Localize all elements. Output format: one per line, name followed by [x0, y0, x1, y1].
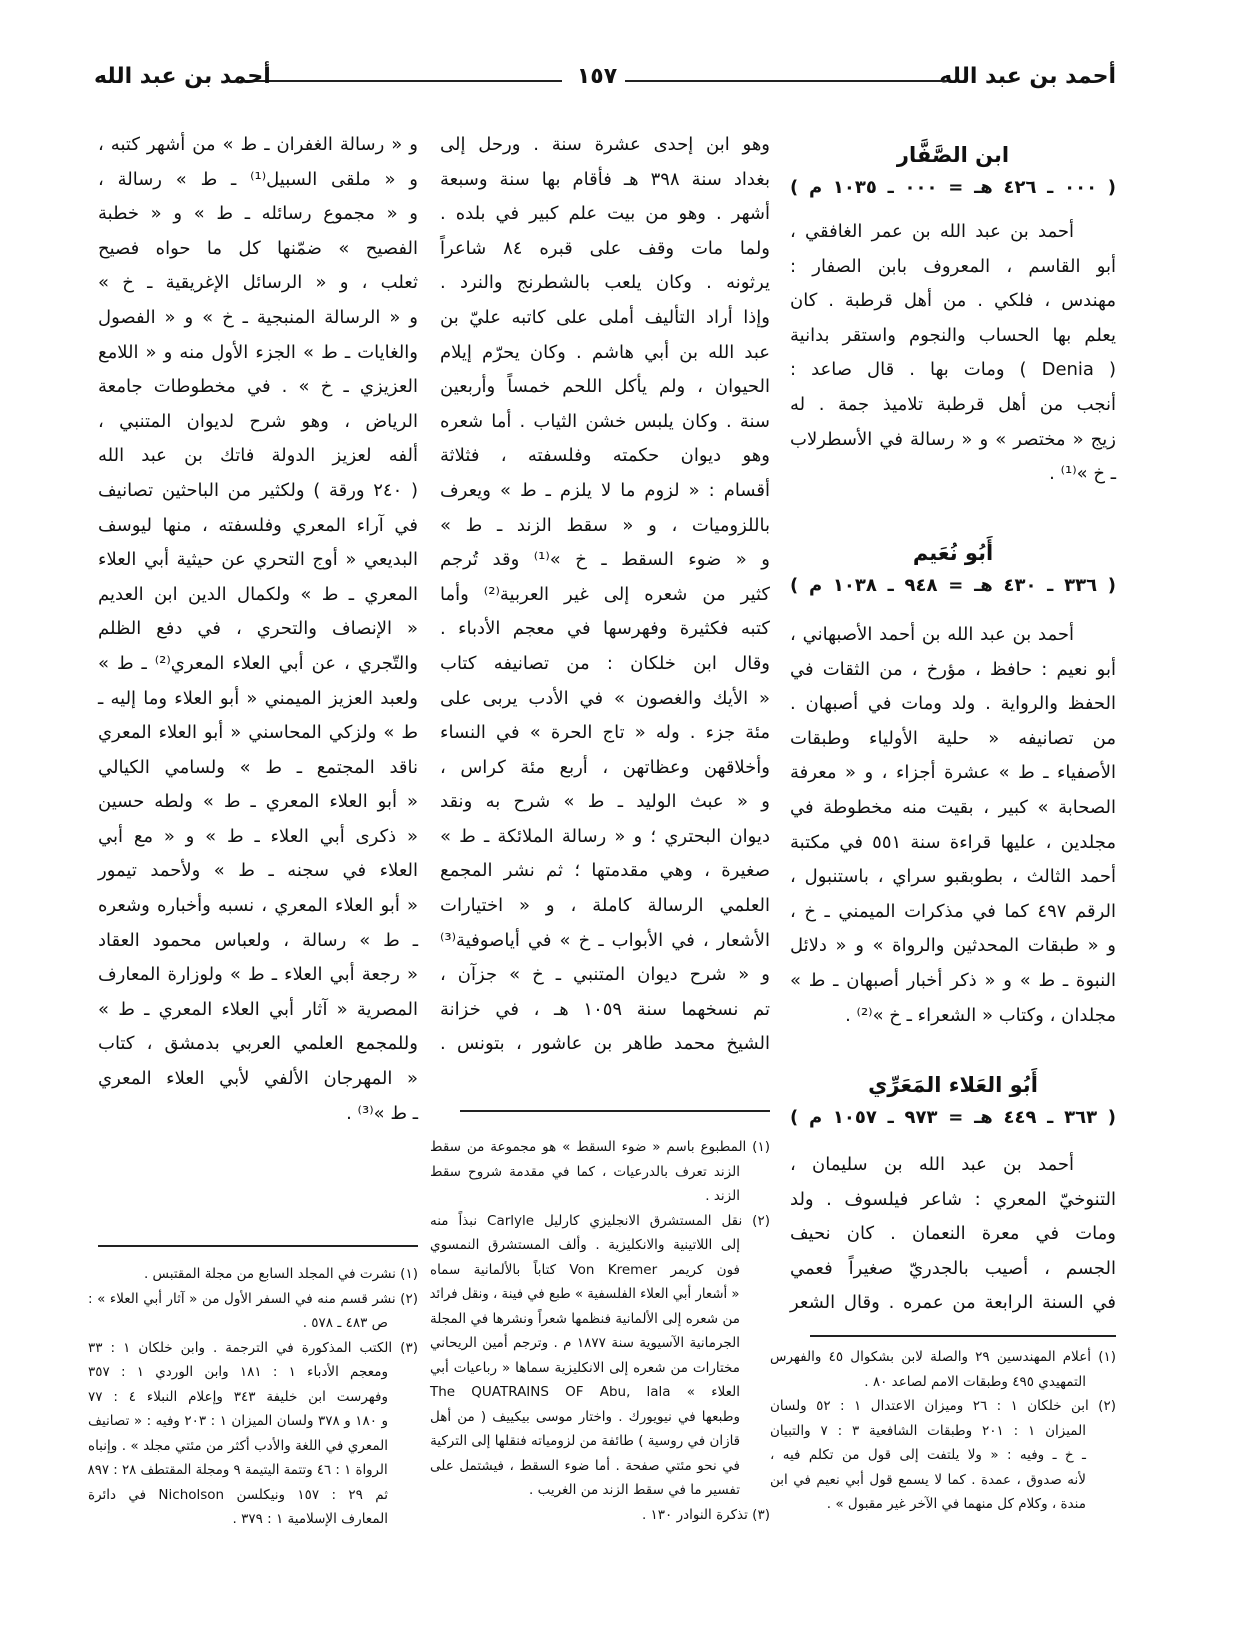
text-line: يرثونه . وكان يلعب بالشطرنج والنرد . [440, 272, 770, 294]
paragraph-line [440, 336, 770, 371]
footnote-line [430, 1307, 770, 1332]
footnote-line [770, 1419, 1116, 1444]
text-line: ألفه لعزيز الدولة فاتك بن عبد الله [98, 445, 418, 467]
footnote-line [430, 1258, 770, 1283]
footnotes [430, 1135, 770, 1527]
text-line: وأخلاقهن وعظاتهن ، أربع مئة كراس ، [440, 756, 770, 778]
paragraph-line [790, 895, 1116, 930]
paragraph-line [790, 1183, 1116, 1218]
paragraph-line [98, 647, 418, 682]
text-line: ط » ولزكي المحاسني « أبو العلاء المعري [98, 722, 418, 744]
text-line: ديوان البحتري ؛ و « رسالة الملائكة ـ ط » [440, 825, 770, 847]
text-line: زيج « مختصر » و « رسالة في الأسطرلاب [790, 428, 1116, 450]
footnote-text: المعري في اللغة والأدب أكثر من مئتي مجلد » . وإنباه [88, 1437, 388, 1454]
text-line: وهو ديوان حكمته وفلسفته ، فثلاثة [440, 445, 770, 467]
paragraph-line [790, 722, 1116, 757]
footnote-text: الميزان ١ : ٢٠١ وطبقات الشافعية ٣ : ٧ والتبيان [770, 1422, 1086, 1439]
entry-heading: أَبُو العَلاء المَعَرِّي [868, 1073, 1038, 1097]
text-line: أبو القاسم ، المعروف بابن الصفار : [790, 255, 1116, 277]
paragraph-line [440, 785, 770, 820]
text-line: العلاء في سجنه ـ ط » ولأحمد تيمور [98, 860, 418, 882]
footnote-text: الجرمانية الآسيوية سنة ١٨٧٧ م . وترجم أمين الريحاني [430, 1335, 740, 1351]
footnotes [770, 1345, 1116, 1517]
footnote-line [770, 1468, 1116, 1493]
paragraph-line [790, 457, 1116, 492]
footnote-text: العلاء » The QUATRAINS OF Abu, lala [430, 1384, 740, 1400]
footnote-line [430, 1331, 770, 1356]
footnote-text: لأنه صدوق ، عمدة . كما لا يسمع قول أبي نعيم في ابن [770, 1471, 1086, 1488]
footnote-line [88, 1409, 418, 1434]
paragraph-line [790, 250, 1116, 285]
footnote-line [430, 1282, 770, 1307]
footnote-text: ومعجم الأدباء ١ : ١٨١ وابن الوردي ١ : ٣٥٧ [88, 1364, 388, 1380]
text-line: كتبه فكثيرة وفهرسها في معجم الأدباء . [440, 618, 770, 640]
paragraph-line [98, 578, 418, 613]
text-line: عبد الله بن أبي هاشم . وكان يحرّم إيلام [440, 341, 770, 363]
paragraph [790, 1148, 1116, 1321]
text-line: « الأيك والغصون » في الأدب يربى على [440, 687, 770, 709]
paragraph [790, 618, 1116, 1033]
footnote-separator [98, 1245, 418, 1247]
footnote-line [88, 1262, 418, 1287]
footnote-text: المعارف الإسلامية ١ : ٣٧٩ . [232, 1511, 388, 1527]
paragraph-line [440, 370, 770, 405]
footnote-text: تفسير ما في سقط الزند من الغريب . [529, 1482, 740, 1498]
footnote-text: الزند . [705, 1188, 740, 1204]
text-line: في آراء المعري وفلسفته ، منها ليوسف [98, 514, 418, 536]
footnote-text: و ١٨٠ و ٣٧٨ ولسان الميزان ١ : ٢٠٣ وفيه : « تصانيف [88, 1413, 389, 1429]
column-right [770, 0, 1117, 1640]
footnote-line [430, 1478, 770, 1503]
running-title-right: أحمد بن عبد الله [939, 64, 1116, 89]
text-line: مئة جزء . وله « تاج الحرة » في النساء [440, 722, 770, 744]
footnote-line [430, 1454, 770, 1479]
text-line: و « رسالة الغفران ـ ط » من أشهر كتبه ، [98, 134, 418, 155]
column-left [88, 0, 418, 1640]
paragraph-line [440, 439, 770, 474]
paragraph-line [790, 1286, 1116, 1321]
paragraph-line [790, 929, 1116, 964]
paragraph-line [440, 612, 770, 647]
paragraph-line [98, 336, 418, 371]
paragraph-line [98, 751, 418, 786]
footnote-line [430, 1429, 770, 1454]
footnote-text: (٢) نقل المستشرق الانجليزي كارليل Carlyle نبذاً منه [430, 1212, 770, 1229]
text-line: الشيخ محمد طاهر بن عاشور ، بتونس . [440, 1033, 770, 1055]
paragraph-line [440, 820, 770, 855]
paragraph-line [790, 1252, 1116, 1287]
text-line: أحمد بن عبد الله بن سليمان ، [790, 1154, 1074, 1175]
text-line: و « شرح ديوان المتنبي ـ خ » جزآن ، [440, 964, 770, 986]
footnote-line [770, 1345, 1116, 1370]
paragraph-line [440, 716, 770, 751]
text-line: « رجعة أبي العلاء ـ ط » ولوزارة المعارف [98, 964, 418, 986]
footnote-text: (١) المطبوع باسم « ضوء السقط » هو مجموعة من سقط [430, 1139, 770, 1155]
footnote-text: الرواة ١ : ٤٦ وتتمة اليتيمة ٩ ومجلة المقتطف ٢٨ : ٨٩٧ [88, 1462, 388, 1478]
text-line: العزيزي ـ خ » . في مخطوطات جامعة [98, 376, 418, 398]
text-line: الصحابة » كبير ، بقيت منه مخطوطة في [790, 796, 1116, 818]
text-line: ثعلب ، و « الرسائل الإغريقية ـ خ » [98, 272, 418, 294]
text-line: وللمجمع العلمي العربي بدمشق ، كتاب [98, 1033, 418, 1055]
paragraph-line [440, 266, 770, 301]
footnote-line [88, 1458, 418, 1483]
running-title-left: أحمد بن عبد الله [94, 64, 271, 89]
footnote-text: ـ خ ـ وفيه : « ولا يلتفت إلى قول من تكلم فيه ، [770, 1447, 1086, 1463]
entry-heading: ابن الصَّفَّار [896, 143, 1010, 167]
paragraph-line [790, 1217, 1116, 1252]
footnote-line [430, 1356, 770, 1381]
paragraph-line [98, 1062, 418, 1097]
paragraph-line [790, 353, 1116, 388]
text-line: ( Denia ) ومات بها . قال صاعد : [790, 359, 1116, 381]
text-line: أبو نعيم : حافظ ، مؤرخ ، من الثقات في [790, 658, 1116, 680]
paragraph-line [440, 924, 770, 959]
footnote-line [88, 1507, 418, 1532]
text-line: بغداد سنة ٣٩٨ هـ فأقام بها سنة وسبعة [440, 168, 770, 190]
footnote-line [430, 1209, 770, 1234]
text-line: مجلدين ، عليها قراءة سنة ٥٥١ في مكتبة [790, 831, 1116, 853]
paragraph-line [790, 1148, 1116, 1183]
footnote-text: (٢) ابن خلكان ١ : ٢٦ وميزان الاعتدال ١ : ٥٢ ولسان [770, 1398, 1116, 1414]
paragraph-line [98, 1097, 418, 1132]
footnote-line [430, 1233, 770, 1258]
footnote-text: قازان في روسية ) طائفة من لزومياته فنقلها إلى التركية [430, 1433, 740, 1449]
text-line: و « ملقى السبيل⁽¹⁾ ـ ط » رسالة ، [98, 168, 418, 190]
text-line: المصرية « آثار أبي العلاء المعري ـ ط » [98, 998, 418, 1020]
text-line: « الإنصاف والتحري ، في دفع الظلم [98, 618, 418, 640]
footnote-text: « أشعار أبي العلاء الفلسفية » طبع في فينة ، ونقل فرائد [430, 1286, 740, 1302]
text-line: و « الرسالة المنبجية ـ خ » و « الفصول [98, 306, 418, 328]
paragraph-line [98, 924, 418, 959]
paragraph-line [440, 647, 770, 682]
paragraph-line [98, 197, 418, 232]
paragraph-line [790, 653, 1116, 688]
footnote-text: (١) أعلام المهندسين ٢٩ والصلة لابن بشكوال ٤٥ والفهرس [770, 1349, 1117, 1365]
paragraph-line [98, 370, 418, 405]
footnote-line [430, 1503, 770, 1528]
text-line: وقال ابن خلكان : من تصانيفه كتاب [440, 652, 770, 674]
footnote-text: إلى اللاتينية والانكليزية . وألف المستشرق النمسوي [430, 1237, 740, 1253]
footnote-text: التمهيدي ٤٩٥ وطبقات الامم لصاعد ٨٠ . [864, 1373, 1086, 1390]
entry-dates: ( ٣٣٦ ـ ٤٣٠ هـ = ٩٤٨ ـ ١٠٣٨ م ) [790, 575, 1117, 596]
page-number: ١٥٧ [576, 64, 618, 89]
footnote-text: من شعره إلى الألمانية فنظمها شعراً ونشرها في المجلة [430, 1310, 740, 1327]
text-line: وإذا أراد التأليف أملى على كاتبه عليّ بن [440, 306, 770, 328]
paragraph-line [440, 578, 770, 613]
paragraph-line [440, 543, 770, 578]
footnote-line [770, 1492, 1116, 1517]
paragraph-line [98, 1027, 418, 1062]
paragraph-line [98, 785, 418, 820]
text-line: من تصانيفه « حلية الأولياء وطبقات [790, 727, 1116, 749]
text-line: أشهر . وهو من بيت علم كبير في بلده . [440, 203, 770, 225]
text-line: صغيرة ، وهي مقدمتها ؛ ثم نشر المجمع [440, 860, 770, 882]
paragraph-line [440, 751, 770, 786]
paragraph-line [790, 388, 1116, 423]
text-line: و « طبقات المحدثين والرواة » و « دلائل [790, 935, 1116, 957]
paragraph [98, 128, 418, 1131]
text-line: الحفظ والرواية . ولد ومات في أصبهان . [790, 693, 1116, 715]
footnote-text: (٣) تذكرة النوادر ١٣٠ . [641, 1506, 770, 1523]
paragraph-line [790, 423, 1116, 458]
text-line: العلمي الرسالة كاملة ، و « اختيارات [440, 895, 770, 917]
paragraph-line [790, 826, 1116, 861]
text-line: ـ خ »⁽¹⁾ . [1049, 463, 1116, 485]
paragraph-line [440, 509, 770, 544]
paragraph-line [98, 889, 418, 924]
text-line: ومات في معرة النعمان . كان نحيف [790, 1223, 1116, 1245]
footnote-text: في نحو مئتي صفحة . أما ضوء السقط ، فيشتمل على [430, 1457, 740, 1474]
text-line: باللزوميات ، و « سقط الزند ـ ط » [440, 514, 770, 536]
text-line: ولما مات وقف على قبره ٨٤ شاعراً [440, 237, 771, 259]
footnote-text: (١) نشرت في المجلد السابع من مجلة المقتبس . [143, 1266, 418, 1282]
paragraph-line [98, 716, 418, 751]
paragraph-line [98, 439, 418, 474]
paragraph-line [440, 993, 770, 1028]
footnote-text: فون كريمر Von Kremer كتاباً بالألمانية سماه [430, 1261, 740, 1278]
footnote-text: مندة ، وكلام كل منهما في الآخر غير مقبول » . [826, 1496, 1086, 1512]
text-line: الأشعار ، في الأبواب ـ خ » في أياصوفية⁽³⁾ [440, 929, 770, 951]
paragraph-line [790, 618, 1116, 653]
text-line: ـ ط » رسالة ، ولعباس محمود العقاد [98, 929, 418, 951]
footnote-separator [810, 1335, 1116, 1337]
text-line: الرقم ٤٩٧ كما في مذكرات الميمني ـ خ ، [790, 900, 1116, 922]
text-line: و « ضوء السقط ـ خ »⁽¹⁾ وقد تُرجم [440, 549, 770, 571]
paragraph [790, 215, 1116, 492]
paragraph-line [98, 682, 418, 717]
footnote-line [770, 1443, 1116, 1468]
paragraph-line [440, 301, 770, 336]
paragraph-line [790, 860, 1116, 895]
paragraph-line [98, 820, 418, 855]
footnote-line [88, 1360, 418, 1385]
text-line: الفصيح » ضمّنها كل ما حواه فصيح [98, 237, 418, 259]
footnote-text: ص ٤٨٣ ـ ٥٧٨ . [302, 1315, 388, 1331]
footnote-line [88, 1287, 418, 1312]
text-line: ـ ط »⁽³⁾ . [346, 1102, 418, 1124]
footnote-line [430, 1184, 770, 1209]
text-line: التنوخيّ المعري : شاعر فيلسوف . ولد [790, 1188, 1116, 1210]
footnote-line [430, 1160, 770, 1185]
footnote-line [88, 1483, 418, 1508]
paragraph-line [98, 543, 418, 578]
paragraph-line [98, 405, 418, 440]
footnote-text: الزند تعرف بالدرعيات ، كما في مقدمة شروح سقط [430, 1163, 740, 1180]
paragraph-line [98, 163, 418, 198]
footnote-text: وطبعها في نيويورك . واختار موسى بيكييف ( من أهل [430, 1408, 740, 1425]
text-line: ولعبد العزيز الميمني « أبو العلاء وما إليه ـ [98, 687, 418, 709]
paragraph-line [790, 999, 1116, 1034]
paragraph-line [98, 474, 418, 509]
text-line: الأصفياء ـ ط » عشرة أجزاء ، و « معرفة [790, 762, 1116, 784]
text-line: « ذكرى أبي العلاء ـ ط » و « مع أبي [98, 825, 418, 847]
text-line: والتّجري ، عن أبي العلاء المعري⁽²⁾ ـ ط » [98, 652, 418, 674]
text-line: أحمد بن عبد الله بن أحمد الأصبهاني ، [790, 624, 1074, 645]
paragraph-line [790, 284, 1116, 319]
text-line: النبوة ـ ط » و « ذكر أخبار أصبهان ـ ط » [790, 969, 1116, 991]
footnote-line [770, 1394, 1116, 1419]
footnote-line [88, 1434, 418, 1459]
text-line: أحمد الثالث ، بطوبقبو سراي ، باستنبول ، [790, 866, 1116, 888]
footnote-text: (٣) الكتب المذكورة في الترجمة . وابن خلكان ١ : ٣٣ [88, 1339, 418, 1356]
text-line: تم نسخهما سنة ١٠٥٩ هـ ، في خزانة [440, 998, 770, 1020]
text-line: أقسام : « لزوم ما لا يلزم ـ ط » ويعرف [440, 479, 770, 501]
text-line: وهو ابن إحدى عشرة سنة . ورحل إلى [440, 134, 770, 155]
text-line: و « عبث الوليد ـ ط » شرح به ونقد [440, 791, 770, 813]
text-line: الحيوان ، ولم يأكل اللحم خمساً وأربعين [440, 376, 770, 398]
text-line: المعري ـ ط » ولكمال الدين ابن العديم [98, 583, 418, 605]
text-line: « المهرجان الألفي لأبي العلاء المعري [98, 1068, 418, 1090]
paragraph-line [98, 301, 418, 336]
footnote-line [770, 1370, 1116, 1395]
paragraph-line [440, 854, 770, 889]
footnote-line [430, 1380, 770, 1405]
paragraph-line [440, 1027, 770, 1062]
text-line: يعلم بها الحساب والنجوم واستقر بدانية [790, 324, 1116, 346]
paragraph-line [98, 266, 418, 301]
paragraph-line [440, 405, 770, 440]
paragraph-line [98, 612, 418, 647]
paragraph-line [440, 232, 770, 267]
text-line: الجسم ، أصيب بالجدريّ صغيراً فعمي [790, 1257, 1116, 1279]
text-line: و « مجموع رسائله ـ ط » و « خطبة [98, 203, 418, 225]
text-line: « أبو العلاء المعري ، نسبه وأخباره وشعره [98, 895, 418, 917]
text-line: مجلدان ، وكتاب « الشعراء ـ خ »⁽²⁾ . [845, 1004, 1116, 1026]
paragraph-line [98, 128, 418, 163]
text-line: مهندس ، فلكي . من أهل قرطبة . كان [790, 290, 1116, 312]
paragraph-line [790, 964, 1116, 999]
paragraph-line [440, 128, 770, 163]
footnotes [88, 1262, 418, 1532]
footnote-text: (٢) نشر قسم منه في السفر الأول من « آثار أبي العلاء » : [88, 1290, 418, 1307]
paragraph-line [790, 215, 1116, 250]
entry-dates: ( ٣٦٣ ـ ٤٤٩ هـ = ٩٧٣ ـ ١٠٥٧ م ) [790, 1107, 1117, 1128]
text-line: أنجب من أهل قرطبة تلاميذ جمة . له [790, 393, 1116, 415]
paragraph-line [440, 163, 770, 198]
text-line: الرياض ، وهو شرح لديوان المتنبي ، [98, 410, 418, 432]
paragraph-line [790, 687, 1116, 722]
paragraph-line [98, 854, 418, 889]
footnote-line [88, 1336, 418, 1361]
paragraph-line [440, 197, 770, 232]
paragraph-line [440, 889, 770, 924]
paragraph-line [98, 509, 418, 544]
paragraph-line [790, 791, 1116, 826]
entry-heading: أَبُو نُعَيم [912, 541, 994, 565]
footnote-text: مختارات من شعره إلى الانكليزية سماها « رباعيات أبي [430, 1359, 740, 1376]
paragraph-line [98, 993, 418, 1028]
footnote-text: وفهرست ابن خليفة ٣٤٣ وإعلام النبلاء ٤ : ٧٧ [88, 1388, 388, 1405]
text-line: ناقد المجتمع ـ ط » ولسامي الكيالي [98, 756, 418, 778]
footnote-separator [460, 1110, 770, 1112]
entry-dates: ( ٠٠٠ ـ ٤٢٦ هـ = ٠٠٠ ـ ١٠٣٥ م ) [790, 177, 1117, 198]
text-line: ( ٢٤٠ ورقة ) ولكثير من الباحثين تصانيف [98, 479, 418, 501]
text-line: في السنة الرابعة من عمره . وقال الشعر [790, 1292, 1116, 1314]
paragraph-line [440, 958, 770, 993]
text-line: « أبو العلاء المعري ـ ط » ولطه حسين [98, 791, 418, 813]
paragraph-line [790, 756, 1116, 791]
paragraph-line [440, 682, 770, 717]
paragraph-line [98, 958, 418, 993]
paragraph-line [790, 319, 1116, 354]
footnote-line [88, 1385, 418, 1410]
paragraph-line [98, 232, 418, 267]
footnote-line [430, 1135, 770, 1160]
footnote-line [430, 1405, 770, 1430]
column-middle [430, 0, 771, 1640]
text-line: سنة . وكان يلبس خشن الثياب . أما شعره [440, 410, 770, 432]
paragraph [440, 128, 770, 1062]
text-line: كثير من شعره إلى غير العربية⁽²⁾ وأما [440, 583, 770, 605]
text-line: أحمد بن عبد الله بن عمر الغافقي ، [790, 221, 1074, 242]
footnote-line [88, 1311, 418, 1336]
paragraph-line [440, 474, 770, 509]
text-line: والغايات ـ ط » الجزء الأول منه و « اللامع [98, 341, 418, 363]
footnote-text: ثم ٢٩ : ١٥٧ ونيكلسن Nicholson في دائرة [88, 1486, 388, 1503]
text-line: البديعي « أوج التحري عن حيثية أبي العلاء [98, 549, 418, 571]
